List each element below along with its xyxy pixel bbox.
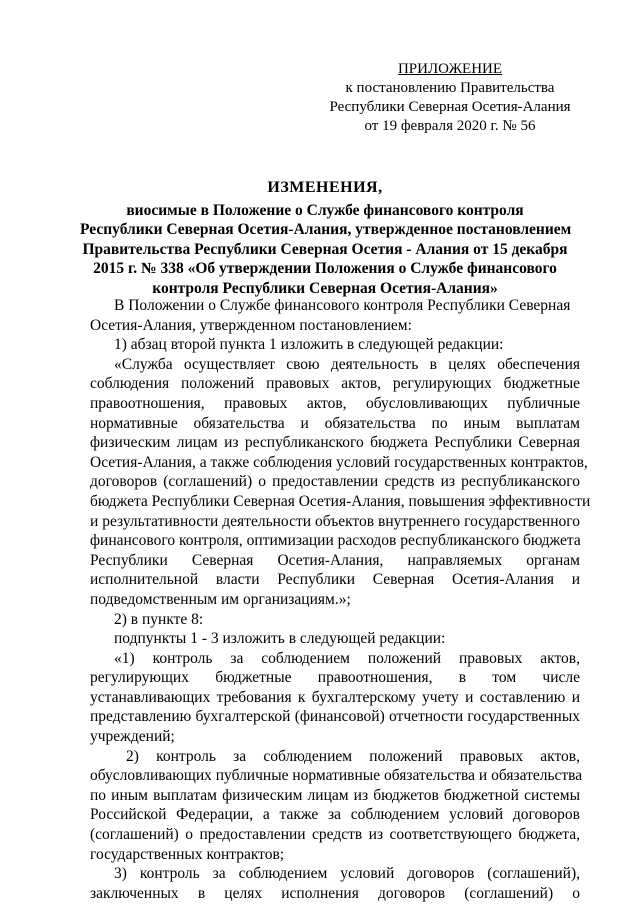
body-line: Осетия-Алания, а также соблюдения условий государственных контрактов, (90, 453, 588, 471)
body-line: нормативные обязательства и обязательства по иным выплатам (90, 414, 580, 432)
appendix-date-line: от 19 февраля 2020 г. № 56 (364, 118, 536, 134)
body-line: соблюдения положений правовых актов, регулирующих бюджетные (90, 375, 580, 393)
appendix-ref-line: Республики Северная Осетия-Алания (329, 99, 571, 115)
body-line: учреждений; (90, 728, 175, 746)
body-line: Российской Федерации, а также за соблюдением условий договоров (90, 806, 580, 824)
body-line: 1) абзац второй пункта 1 изложить в следующей редакции: (114, 336, 504, 354)
body-line: 2) контроль за соблюдением положений правовых актов, (126, 747, 580, 765)
appendix-ref-line: к постановлению Правительства (345, 80, 555, 96)
body-line: заключенных в целях исполнения договоров (соглашений) о (90, 884, 580, 902)
body-line: 2) в пункте 8: (114, 610, 204, 628)
body-line: исполнительной власти Республики Северная Осетия-Алания и (90, 571, 580, 589)
body-line: Республики Северная Осетия-Алания, направляемых органам (90, 551, 580, 569)
body-line: финансового контроля, оптимизации расходов республиканского бюджета (90, 532, 581, 550)
body-line: обусловливающих публичные нормативные обязательства и обязательства (90, 767, 583, 785)
document-body (90, 296, 591, 903)
body-line: подпункты 1 - 3 изложить в следующей редакции: (114, 630, 446, 648)
body-line: регулирующих бюджетные правоотношения, в том числе (90, 669, 580, 687)
title-line: виосимые в Положение о Службе финансового контроля (126, 201, 524, 219)
body-line: физическим лицам из республиканского бюджета Республики Северная (90, 434, 580, 452)
appendix-header (300, 60, 600, 136)
body-line: правоотношения, правовых актов, обусловливающих публичные (90, 394, 580, 412)
body-line: Осетия-Алания, утвержденном постановлением: (90, 316, 412, 334)
title-main: ИЗМЕНЕНИЯ, (267, 179, 383, 196)
body-line: В Положении о Службе финансового контроля Республики Северная (114, 297, 571, 314)
body-line: государственных контрактов; (90, 845, 285, 863)
document-title (80, 178, 570, 298)
body-line: представлению бухгалтерской (финансовой) отчетности государственных (90, 708, 580, 726)
body-line: и результативности деятельности объектов внутреннего государственного (90, 512, 580, 530)
body-line: устанавливающих требования к бухгалтерскому учету и составлению и (90, 688, 580, 706)
appendix-label: ПРИЛОЖЕНИЕ (397, 61, 503, 77)
body-line: 3) контроль за соблюдением условий договоров (соглашений), (114, 865, 580, 883)
body-line: (соглашений) о предоставлении средств из соответствующего бюджета, (90, 826, 580, 844)
body-line: «1) контроль за соблюдением положений правовых актов, (114, 649, 580, 667)
title-line: Правительства Республики Северная Осетия - Алания от 15 декабря (82, 240, 568, 258)
body-line: бюджета Республики Северная Осетия-Алания, повышения эффективности (90, 492, 591, 510)
title-line: 2015 г. № 338 «Об утверждении Положения о Службе финансового (93, 260, 557, 277)
body-line: подведомственным им организациям.»; (90, 590, 351, 608)
body-line: «Служба осуществляет свою деятельность в целях обеспечения (114, 355, 580, 373)
body-line: договоров (соглашений) о предоставлении средств из республиканского (90, 473, 580, 491)
title-line: контроля Республики Северная Осетия-Алания» (152, 279, 498, 297)
title-line: Республики Северная Осетия-Алания, утвержденное постановлением (80, 221, 572, 238)
body-line: по иным выплатам физическим лицам из бюджетов бюджетной системы (90, 786, 580, 804)
